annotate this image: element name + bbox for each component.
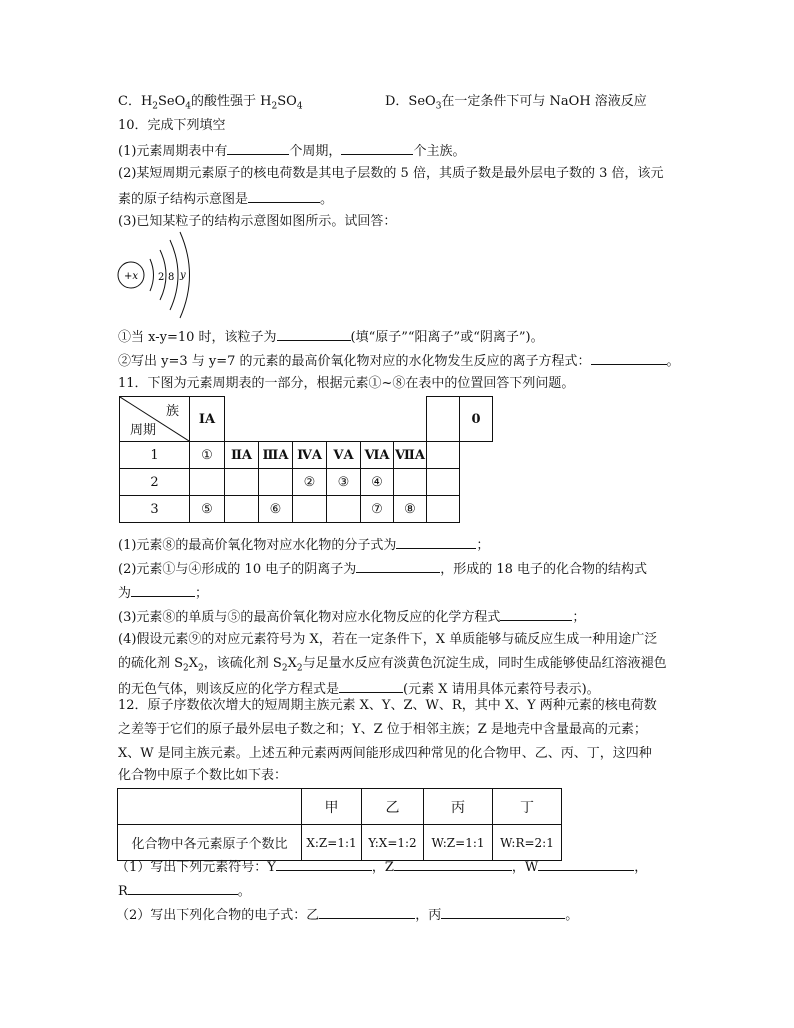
- q12-part1-line2: R 。: [118, 881, 251, 901]
- header-jia: 甲: [302, 789, 362, 825]
- period-3: 3: [120, 496, 190, 523]
- ratio-ding: W:R=2:1: [493, 825, 562, 861]
- q11-part4-line2: 的硫化剂 $S_2X_2$，该硫化剂 $S_2X_2$与足量水反应有淡黄色沉淀生成，同时生成能够使品红溶液褪色: [118, 656, 667, 674]
- element-4: ④: [361, 469, 394, 496]
- answer-blank[interactable]: [441, 905, 565, 919]
- group-IIIA: ⅢA: [259, 442, 293, 469]
- answer-blank[interactable]: [131, 583, 195, 597]
- answer-blank[interactable]: [394, 857, 512, 871]
- answer-blank[interactable]: [276, 857, 372, 871]
- header-ding: 丁: [493, 789, 562, 825]
- q12-part1-line1: （1）写出下列元素符号：Y ，Z ，W ，: [116, 857, 647, 877]
- answer-blank[interactable]: [128, 881, 238, 895]
- empty-cell: [427, 496, 460, 523]
- header-group-0: 0: [460, 397, 493, 442]
- ratio-bing: W:Z=1:1: [424, 825, 493, 861]
- group-IVA: ⅣA: [293, 442, 327, 469]
- header-bing: 丙: [424, 789, 493, 825]
- table-corner-cell: [120, 397, 190, 442]
- shell-electrons-1: 2: [158, 272, 165, 283]
- empty-cell: [427, 442, 460, 469]
- element-8: ⑧: [394, 496, 427, 523]
- empty-cell: [225, 496, 259, 523]
- q11-part2-line1: (2)元素①与④形成的 10 电子的阴离子为 ，形成的 18 电子的化合物的结构式: [118, 559, 647, 579]
- periodic-table-fragment: [119, 396, 493, 523]
- q10-part2-line1: (2)某短周期元素原子的核电荷数是其电子层数的 5 倍，其质子数是最外层电子数的 3 倍，该元: [118, 166, 664, 181]
- q11-part2-line2: 为 ；: [118, 583, 208, 603]
- group-VIIA: ⅦA: [394, 442, 427, 469]
- compound-ratio-table: [117, 788, 562, 861]
- q11-part1: (1)元素⑧的最高价氧化物对应水化物的分子式为 ；: [118, 535, 489, 555]
- empty-cell: [293, 496, 327, 523]
- q11-part3: (3)元素⑧的单质与⑤的最高价氧化物对应水化物反应的化学方程式 ；: [118, 607, 585, 627]
- answer-blank[interactable]: [591, 351, 667, 365]
- q12-stem-line2: 之差等于它们的原子最外层电子数之和；Y、Z 位于相邻主族；Z 是地壳中含量最高的元素；: [118, 722, 647, 737]
- row-label: 化合物中各元素原子个数比: [118, 825, 302, 861]
- shell-electrons-3: y: [180, 270, 186, 281]
- header-group-IA: IA: [190, 397, 225, 442]
- q10-part1: (1)元素周期表中有 个周期， 个主族。: [118, 141, 465, 161]
- empty-cell: [427, 469, 460, 496]
- empty-cell: [190, 469, 225, 496]
- element-5: ⑤: [190, 496, 225, 523]
- q10-part3: (3)已知某粒子的结构示意图如图所示。试回答：: [118, 214, 397, 229]
- empty-cell: [327, 496, 361, 523]
- q11-title: 11．下图为元素周期表的一部分，根据元素①~⑧在表中的位置回答下列问题。: [118, 376, 575, 391]
- shell-electrons-2: 8: [168, 272, 175, 283]
- empty-cell: [394, 469, 427, 496]
- period-1: 1: [120, 442, 190, 469]
- empty-cell: [225, 469, 259, 496]
- answer-blank[interactable]: [319, 905, 415, 919]
- q11-part4-line3: 的无色气体，则该反应的化学方程式是 (元素 X 请用具体元素符号表示)。: [118, 679, 600, 699]
- corner-period-label: 周期: [130, 423, 157, 438]
- q10-part2-line2: 素的原子结构示意图是 。: [118, 189, 333, 209]
- q12-stem-line1: 12．原子序数依次增大的短周期主族元素 X、Y、Z、W、R，其中 X、Y 两种元素的核电荷数: [118, 698, 657, 713]
- element-7: ⑦: [361, 496, 394, 523]
- element-1: ①: [190, 442, 225, 469]
- electron-shell-1: [150, 259, 154, 291]
- answer-blank[interactable]: [538, 857, 634, 871]
- q10-sub1: ①当 x-y=10 时，该粒子为 (填“原子”“阳离子”或“阴离子”)。: [118, 327, 544, 347]
- q10-title: 10．完成下列填空: [118, 118, 226, 133]
- group-VA: ⅤA: [327, 442, 361, 469]
- answer-blank[interactable]: [339, 679, 403, 693]
- header-yi: 乙: [362, 789, 424, 825]
- ratio-yi: Y:X=1:2: [362, 825, 424, 861]
- element-2: ②: [293, 469, 327, 496]
- corner-group-label: 族: [165, 404, 179, 419]
- nucleus-label: +x: [123, 271, 139, 282]
- group-VIA: ⅥA: [361, 442, 394, 469]
- empty-cell: [259, 469, 293, 496]
- q11-part4-line1: (4)假设元素⑨的对应元素符号为 X，若在一定条件下，X 单质能够与硫反应生成一种用途广泛: [118, 632, 658, 647]
- header-empty: [427, 397, 460, 442]
- option-c: C．$H_2SeO_4$的酸性强于 $H_2SO_4$: [118, 94, 303, 112]
- ratio-jia: X:Z=1:1: [302, 825, 362, 861]
- group-IIA: ⅡA: [225, 442, 259, 469]
- answer-blank[interactable]: [277, 327, 351, 341]
- answer-blank[interactable]: [396, 535, 476, 549]
- answer-blank[interactable]: [356, 559, 440, 573]
- header-empty: [225, 397, 427, 442]
- q12-part2: （2）写出下列化合物的电子式：乙 ，丙 。: [116, 905, 578, 925]
- q12-stem-line4: 化合物中原子个数比如下表：: [118, 768, 288, 783]
- answer-blank[interactable]: [500, 607, 572, 621]
- element-3: ③: [327, 469, 361, 496]
- header-empty: [118, 789, 302, 825]
- option-d: D．SeO$_3$在一定条件下可与 NaOH 溶液反应: [385, 94, 647, 112]
- period-2: 2: [120, 469, 190, 496]
- q10-sub2: ②写出 y=3 与 y=7 的元素的最高价氧化物对应的水化物发生反应的离子方程式： 。: [118, 351, 680, 371]
- element-6: ⑥: [259, 496, 293, 523]
- q12-stem-line3: X、W 是同主族元素。上述五种元素两两间能形成四种常见的化合物甲、乙、丙、丁，这四种: [118, 746, 652, 761]
